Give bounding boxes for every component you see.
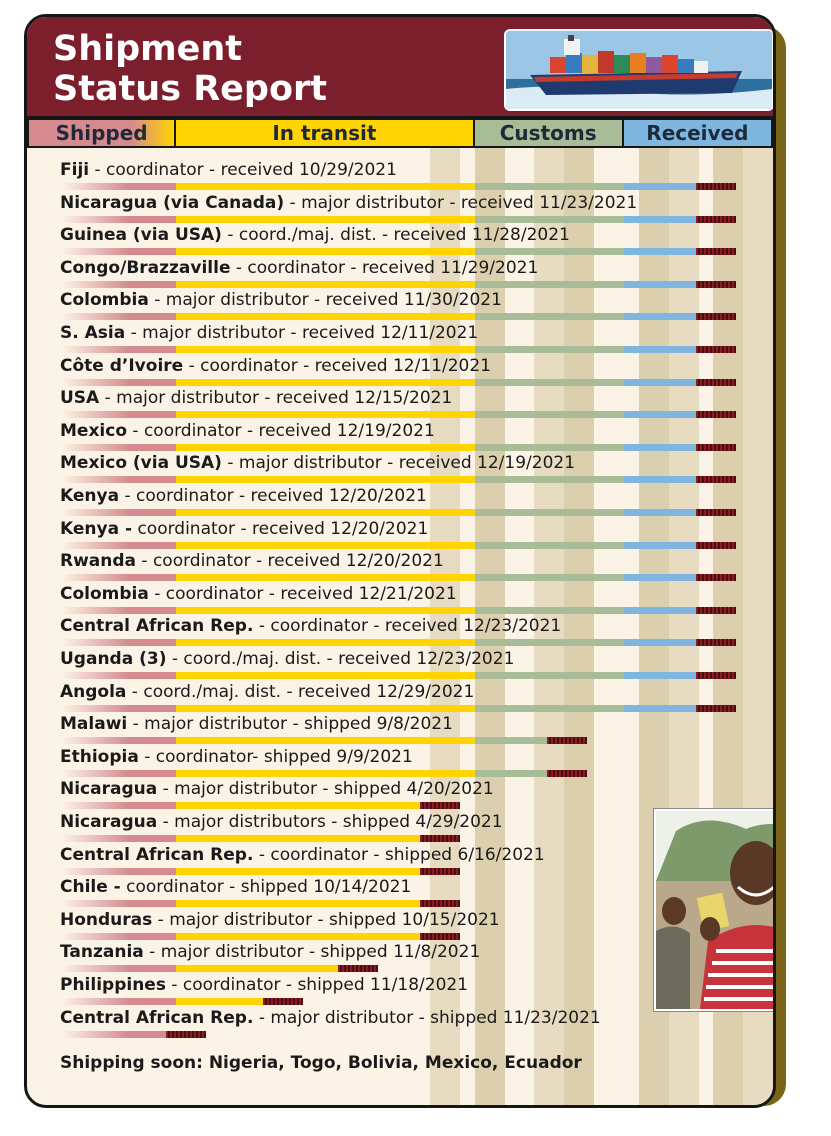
shipment-country: Côte d’Ivoire bbox=[60, 355, 184, 376]
stage-header-customs: Customs bbox=[475, 120, 622, 146]
shipment-detail: - major distributor - received 12/19/2021 bbox=[221, 453, 576, 474]
shipment-detail: - major distributor - received 12/11/2021 bbox=[125, 323, 479, 343]
shipment-country: Philippines bbox=[60, 975, 166, 995]
shipment-country: Nicaragua (via Canada) bbox=[60, 192, 285, 213]
shipment-row-label bbox=[60, 778, 494, 800]
shipment-row-label bbox=[60, 387, 452, 409]
shipment-country: Congo/Brazzaville bbox=[60, 257, 231, 278]
shipment-country: Honduras bbox=[60, 909, 153, 930]
shipment-detail: - major distributors - shipped 4/29/2021 bbox=[157, 812, 503, 832]
shipment-row-label bbox=[60, 355, 491, 377]
shipment-row-label bbox=[60, 746, 413, 768]
shipment-country: S. Asia bbox=[60, 323, 126, 343]
shipment-row-label bbox=[60, 159, 397, 181]
shipment-detail: - coordinator - received 12/23/2021 bbox=[253, 616, 562, 637]
shipment-country: Mexico (via USA) bbox=[60, 453, 222, 474]
shipment-detail: - major distributor - received 12/15/2021 bbox=[99, 388, 453, 409]
shipment-country: Angola bbox=[60, 681, 127, 702]
shipment-row-label bbox=[60, 518, 428, 540]
shipment-country: Fiji bbox=[60, 160, 90, 180]
shipment-detail: - coordinator - shipped 11/18/2021 bbox=[165, 975, 469, 995]
shipment-detail: - major distributor - shipped 9/8/2021 bbox=[127, 714, 453, 735]
shipment-country: Colombia bbox=[60, 583, 149, 604]
shipment-row-label bbox=[60, 1007, 601, 1029]
shipment-country: Uganda (3) bbox=[60, 649, 167, 669]
shipment-country: Nicaragua bbox=[60, 779, 158, 800]
shipment-country: Tanzania bbox=[60, 942, 144, 963]
shipment-detail: coordinator - received 12/20/2021 bbox=[132, 518, 429, 539]
shipment-row-label bbox=[60, 452, 575, 474]
shipment-row-label bbox=[60, 811, 503, 833]
shipment-row-label bbox=[60, 257, 538, 279]
shipment-detail: - coordinator - received 11/29/2021 bbox=[230, 257, 539, 278]
shipment-country: Central African Rep. bbox=[60, 616, 254, 637]
shipment-country: Kenya bbox=[60, 486, 120, 506]
shipment-detail: - coordinator - received 10/29/2021 bbox=[89, 160, 397, 180]
shipment-country: Rwanda bbox=[60, 551, 137, 572]
shipment-row-label bbox=[60, 583, 457, 605]
shipment-country: Mexico bbox=[60, 420, 127, 441]
report-title: Shipment Status Report bbox=[53, 29, 328, 109]
shipment-detail: - coord./maj. dist. - received 12/29/2021 bbox=[126, 681, 475, 702]
shipment-row-label bbox=[60, 615, 561, 637]
shipment-row-label bbox=[60, 192, 637, 214]
shipment-country: USA bbox=[60, 388, 100, 409]
shipment-row-label bbox=[60, 224, 570, 246]
shipment-detail: - major distributor - received 11/30/2021 bbox=[148, 290, 502, 311]
shipment-detail: - coord./maj. dist. - received 11/28/2021 bbox=[221, 225, 570, 246]
shipment-detail: - coordinator - received 12/11/2021 bbox=[183, 355, 491, 376]
shipment-country: Chile - bbox=[60, 877, 121, 898]
shipment-row-label bbox=[60, 289, 502, 311]
shipment-row-label bbox=[60, 681, 474, 703]
shipment-row-label bbox=[60, 844, 545, 866]
shipment-row-label bbox=[60, 909, 500, 931]
shipment-row-label bbox=[60, 420, 435, 442]
shipment-row-label bbox=[60, 322, 478, 344]
stage-header-shipped: Shipped bbox=[29, 120, 174, 146]
shipment-detail: - major distributor - received 11/23/2021 bbox=[284, 192, 638, 213]
shipment-row-label bbox=[60, 713, 453, 735]
shipment-country: Kenya - bbox=[60, 518, 133, 539]
shipment-detail: - major distributor - shipped 10/15/2021 bbox=[152, 909, 500, 930]
stage-header-received: Received bbox=[624, 120, 771, 146]
shipment-detail: - coordinator - shipped 6/16/2021 bbox=[253, 844, 545, 865]
shipment-row-label bbox=[60, 941, 480, 963]
shipment-country: Guinea (via USA) bbox=[60, 225, 222, 246]
shipment-row-label bbox=[60, 974, 468, 996]
shipment-detail: - coordinator - received 12/21/2021 bbox=[148, 583, 457, 604]
shipment-country: Central African Rep. bbox=[60, 1007, 254, 1028]
shipment-detail: - coordinator- shipped 9/9/2021 bbox=[138, 746, 413, 767]
shipment-country: Nicaragua bbox=[60, 812, 158, 832]
shipment-country: Colombia bbox=[60, 290, 149, 311]
shipment-country: Ethiopia bbox=[60, 746, 139, 767]
shipment-detail: coordinator - shipped 10/14/2021 bbox=[120, 877, 412, 898]
shipment-row-label bbox=[60, 876, 411, 898]
stage-header-in-transit: In transit bbox=[176, 120, 472, 146]
shipment-detail: - major distributor - shipped 11/8/2021 bbox=[143, 942, 481, 963]
shipment-row-label bbox=[60, 550, 444, 572]
shipment-detail: - major distributor - shipped 4/20/2021 bbox=[157, 779, 494, 800]
report-card bbox=[24, 14, 776, 1108]
shipment-country: Central African Rep. bbox=[60, 844, 254, 865]
shipment-row-label bbox=[60, 648, 514, 670]
shipment-detail: - coordinator - received 12/19/2021 bbox=[127, 420, 435, 441]
shipment-row-label bbox=[60, 485, 427, 507]
shipping-soon-note: Shipping soon: Nigeria, Togo, Bolivia, Mexico, Ecuador bbox=[60, 1053, 582, 1073]
shipment-country: Malawi bbox=[60, 714, 128, 735]
shipment-detail: - coord./maj. dist. - received 12/23/2021 bbox=[166, 649, 515, 669]
people-photo bbox=[654, 809, 776, 1011]
shipment-detail: - coordinator - received 12/20/2021 bbox=[136, 551, 444, 572]
shipment-detail: - coordinator - received 12/20/2021 bbox=[119, 486, 427, 506]
shipment-detail: - major distributor - shipped 11/23/2021 bbox=[253, 1007, 601, 1028]
